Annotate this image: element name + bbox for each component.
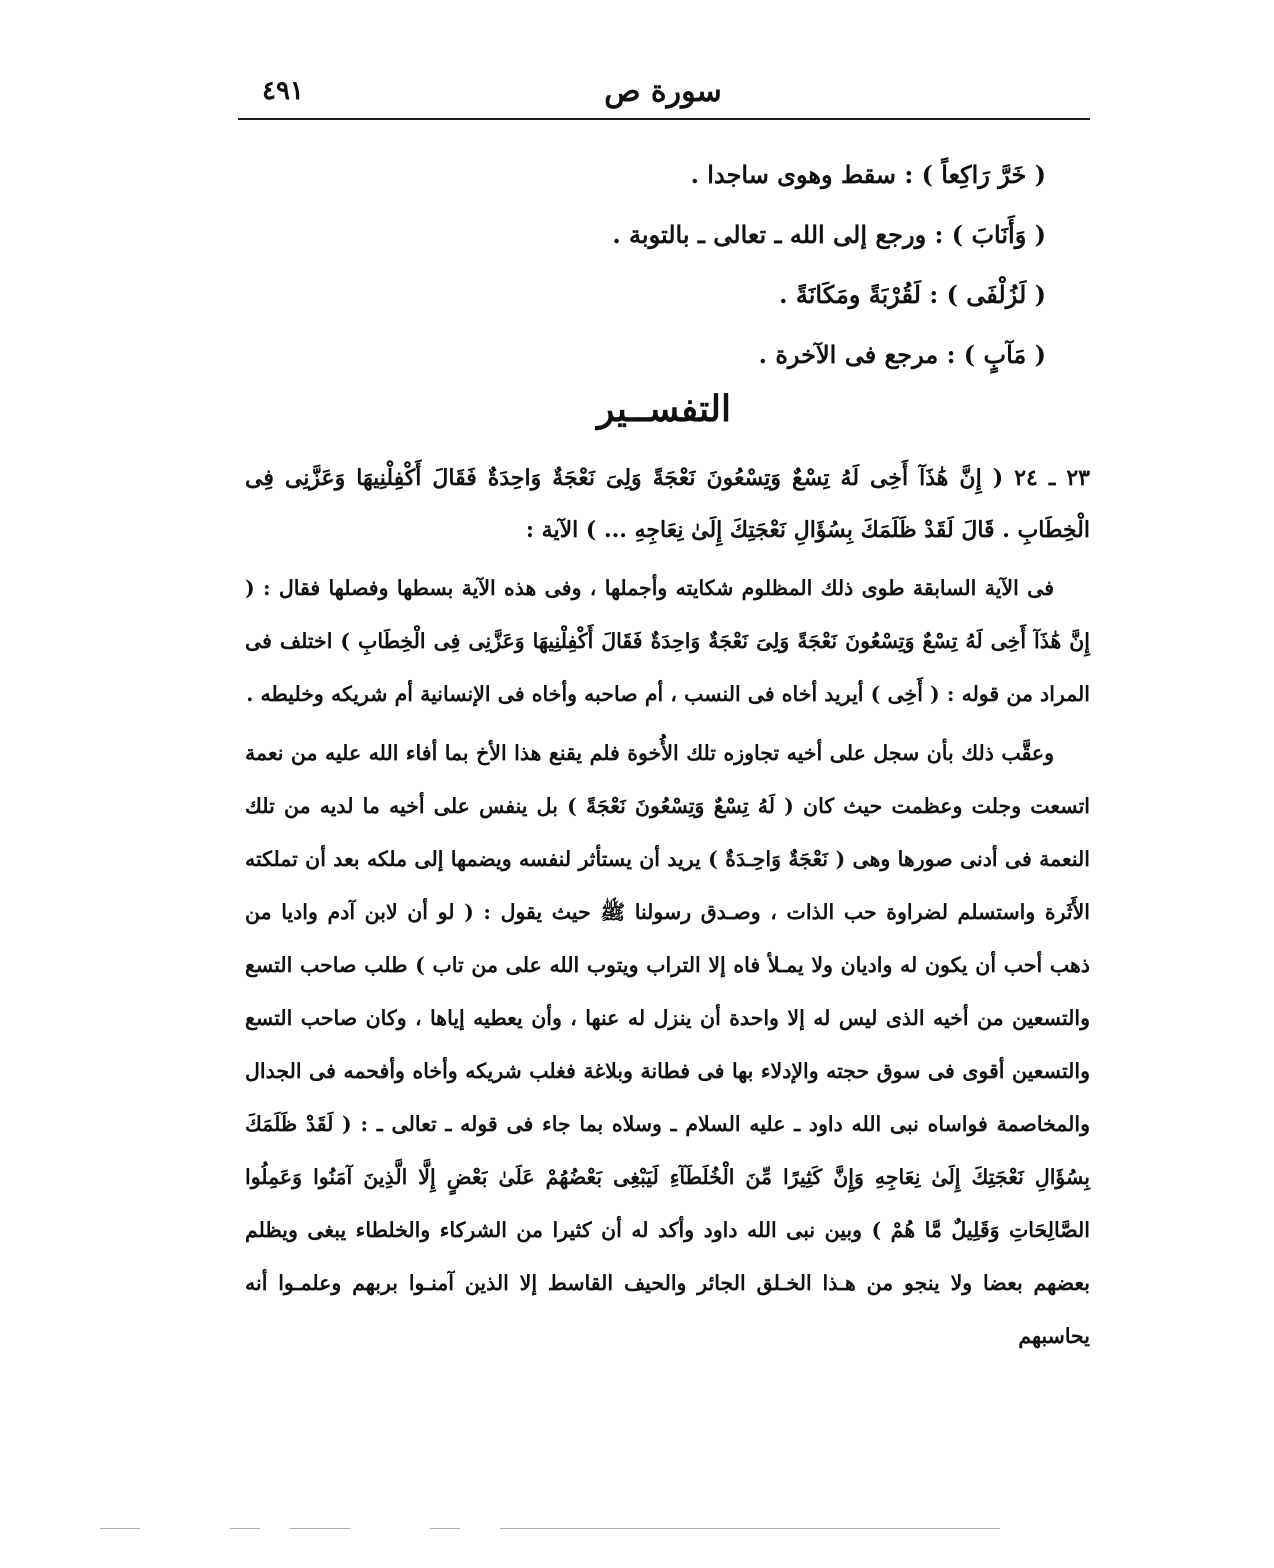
glossary-entry: ( مَآبٍ ) : مرجع فى الآخرة . — [758, 340, 1046, 369]
glossary-entry: ( لَزُلْفَى ) : لَقُرْبَةً ومَكَانَةً . — [779, 280, 1046, 309]
commentary-body — [245, 562, 1090, 1369]
glossary-entry: ( خَرَّ رَاكِعاً ) : سقط وهوى ساجدا . — [690, 160, 1046, 189]
page-number: ٤٩١ — [262, 76, 304, 106]
section-heading: التفســير — [597, 388, 731, 430]
page-header — [238, 72, 1088, 118]
header-rule — [238, 118, 1090, 120]
running-title: سورة ص — [604, 74, 722, 109]
glossary-entry: ( وَأَنَابَ ) : ورجع إلى الله ـ تعالى ـ بالتوبة . — [612, 220, 1046, 249]
verse-quote: ٢٣ ـ ٢٤ ( إِنَّ هَٰذَآ أَخِى لَهُ تِسْعٌ وَتِسْعُونَ نَعْجَةً وَلِىَ نَعْجَةٌ وَاحِدَةٌ فَقَالَ أَكْفِلْنِيهَا وَعَزَّنِى فِى الْخِطَابِ . قَالَ لَقَدْ ظَلَمَكَ بِسُؤَالِ نَعْجَتِكَ إِلَىٰ نِعَاجِهِ ... ) الآية : — [245, 465, 1090, 543]
scan-edge-marks — [100, 1528, 1100, 1530]
commentary-paragraph: وعقَّب ذلك بأن سجل على أخيه تجاوزه تلك الأُخوة فلم يقنع هذا الأخ بما أفاء الله عليه من نعمة اتسعت وجلت وعظمت حيث كان ( لَهُ تِسْعٌ وَتِسْعُونَ نَعْجَةً ) بل ينفس على أخيه ما لديه من تلك النعمة فى أدنى صورها وهى ( نَعْجَةٌ وَاحِـدَةٌ ) يريد أن يستأثر لنفسه ويضمها إلى ملكه بعد أن تملكته الأَثَرة واستسلم لضراوة حب الذات ، وصـدق رسولنا ﷺ حيث يقول : ( لو أن لابن آدم واديا من ذهب أحب أن يكون له واديان ولا يمـلأ فاه إلا التراب ويتوب الله على من تاب ) طلب صاحب التسع والتسعين من أخيه الذى ليس له إلا واحدة أن ينزل له عنها ، وأن يعطيه إياها ، وكان صاحب التسع والتسعين أقوى فى سوق حجته والإدلاء بها فى فطانة وبلاغة فغلب شريكه وأخاه وأفحمه فى الجدال والمخاصمة فواساه نبى الله داود ـ عليه السلام ـ وسلاه بما جاء فى قوله ـ تعالى ـ : ( لَقَدْ ظَلَمَكَ بِسُؤَالِ نَعْجَتِكَ إِلَىٰ نِعَاجِهِ وَإِنَّ كَثِيرًا مِّنَ الْخُلَطَآءِ لَيَبْغِى بَعْضُهُمْ عَلَىٰ بَعْضٍ إِلَّا الَّذِينَ آمَنُوا وَعَمِلُوا الصَّالِحَاتِ وَقَلِيلٌ مَّا هُمْ ) وبين نبى الله داود وأكد له أن كثيرا من الشركاء والخلطاء يبغى ويظلم بعضهم بعضا ولا ينجو من هـذا الخـلق الجائر والحيف القاسط إلا الذين آمنـوا بربهم وعلمـوا أنه يحاسبهم — [245, 741, 1090, 1348]
commentary-paragraph: فى الآية السابقة طوى ذلك المظلوم شكايته وأجملها ، وفى هذه الآية بسطها وفصلها فقال : ( إِنَّ هَٰذَآ أَخِى لَهُ تِسْعٌ وَتِسْعُونَ نَعْجَةً وَلِىَ نَعْجَةٌ وَاحِدَةٌ فَقَالَ أَكْفِلْنِيهَا وَعَزَّنِى فِى الْخِطَابِ ) اختلف فى المراد من قوله : ( أَخِى ) أيريد أخاه فى النسب ، أم صاحبه وأخاه فى الإنسانية أم شريكه وخليطه . — [245, 576, 1090, 706]
glossary-list — [238, 145, 1046, 385]
